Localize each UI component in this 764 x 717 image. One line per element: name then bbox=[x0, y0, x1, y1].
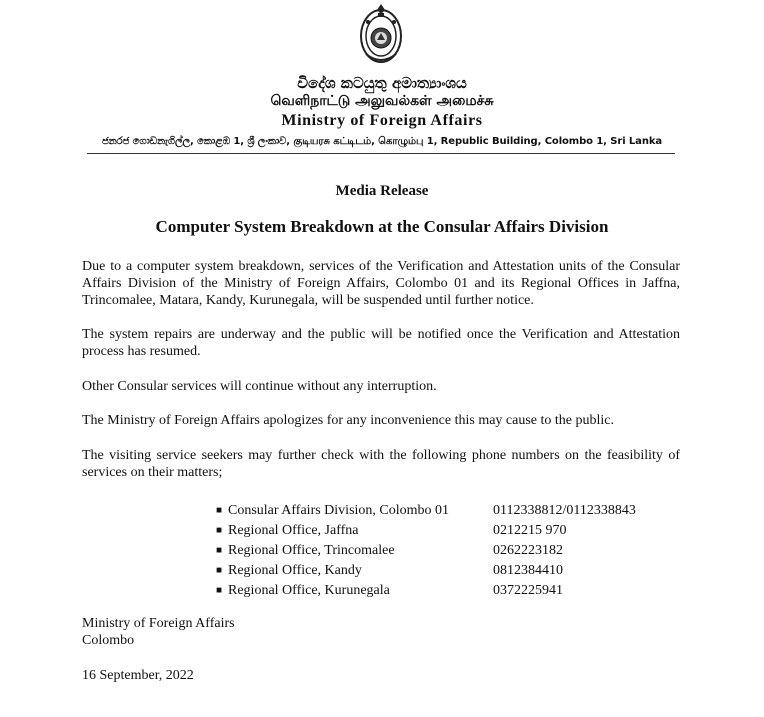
release-title: Computer System Breakdown at the Consular Affairs Division bbox=[155, 217, 609, 236]
bullet-icon: ■ bbox=[216, 585, 223, 596]
list-item bbox=[216, 541, 636, 561]
contact-office-name: Consular Affairs Division, Colombo 01 bbox=[228, 503, 450, 518]
paragraph-apology: The Ministry of Foreign Affairs apologizes for any inconvenience this may cause to the public. bbox=[82, 413, 614, 428]
ministry-name-sinhala: විදේශ කටයුතු අමාත්‍යාංශය bbox=[297, 74, 467, 92]
bullet-icon: ■ bbox=[216, 545, 223, 556]
contact-office-name: Regional Office, Kandy bbox=[228, 563, 362, 578]
contact-office-name: Regional Office, Kurunegala bbox=[228, 583, 390, 598]
list-item bbox=[216, 501, 636, 521]
letterhead-divider bbox=[87, 153, 675, 154]
paragraph-contact-intro: The visiting service seekers may further check with the following phone numbers on the feasibility of services on their matters; bbox=[82, 448, 680, 480]
signature-ministry: Ministry of Foreign Affairs bbox=[82, 616, 235, 631]
contact-list bbox=[216, 501, 636, 601]
ministry-name-tamil: வெளிநாட்டு அலுவல்கள் அமைச்சு bbox=[270, 93, 494, 109]
list-item bbox=[216, 581, 636, 601]
ministry-name-english: Ministry of Foreign Affairs bbox=[281, 112, 483, 129]
list-item bbox=[216, 561, 636, 581]
paragraph-repairs: The system repairs are underway and the public will be notified once the Verification and Attestation process has resumed. bbox=[82, 327, 680, 359]
bullet-icon: ■ bbox=[216, 505, 223, 516]
contact-phone: 0372225941 bbox=[493, 583, 563, 598]
contact-phone: 0212215 970 bbox=[493, 523, 567, 538]
bullet-icon: ■ bbox=[216, 525, 223, 536]
document-type-heading: Media Release bbox=[335, 183, 429, 199]
contact-office-name: Regional Office, Jaffna bbox=[228, 523, 359, 538]
release-date: 16 September, 2022 bbox=[82, 668, 194, 683]
ministry-address: ජනරජ ගොඩනැගිල්ල, කොළඹ 1, ශ්‍රී ලංකාව, குடியரசு கட்டிடம், கொழும்பு 1, Republic Building, Colombo 1, Sri Lanka bbox=[101, 136, 663, 147]
signature-city: Colombo bbox=[82, 633, 135, 648]
contact-phone: 0262223182 bbox=[493, 543, 563, 558]
paragraph-other-services: Other Consular services will continue without any interruption. bbox=[82, 379, 437, 394]
bullet-icon: ■ bbox=[216, 565, 223, 576]
paragraph-breakdown-notice: Due to a computer system breakdown, services of the Verification and Attestation units of the Consular Affairs Division of the Ministry of Foreign Affairs, Colombo 01 and its Regional Offices in Jaffna, Trincomalee, Matara, Kandy, Kurunegala, will be suspended until further notice. bbox=[82, 259, 680, 308]
list-item bbox=[216, 521, 636, 541]
contact-phone: 0812384410 bbox=[493, 563, 563, 578]
contact-phone: 0112338812/0112338843 bbox=[493, 503, 636, 518]
signature-block bbox=[82, 615, 235, 649]
contact-office-name: Regional Office, Trincomalee bbox=[228, 543, 395, 558]
sri-lanka-emblem-icon bbox=[358, 2, 404, 66]
